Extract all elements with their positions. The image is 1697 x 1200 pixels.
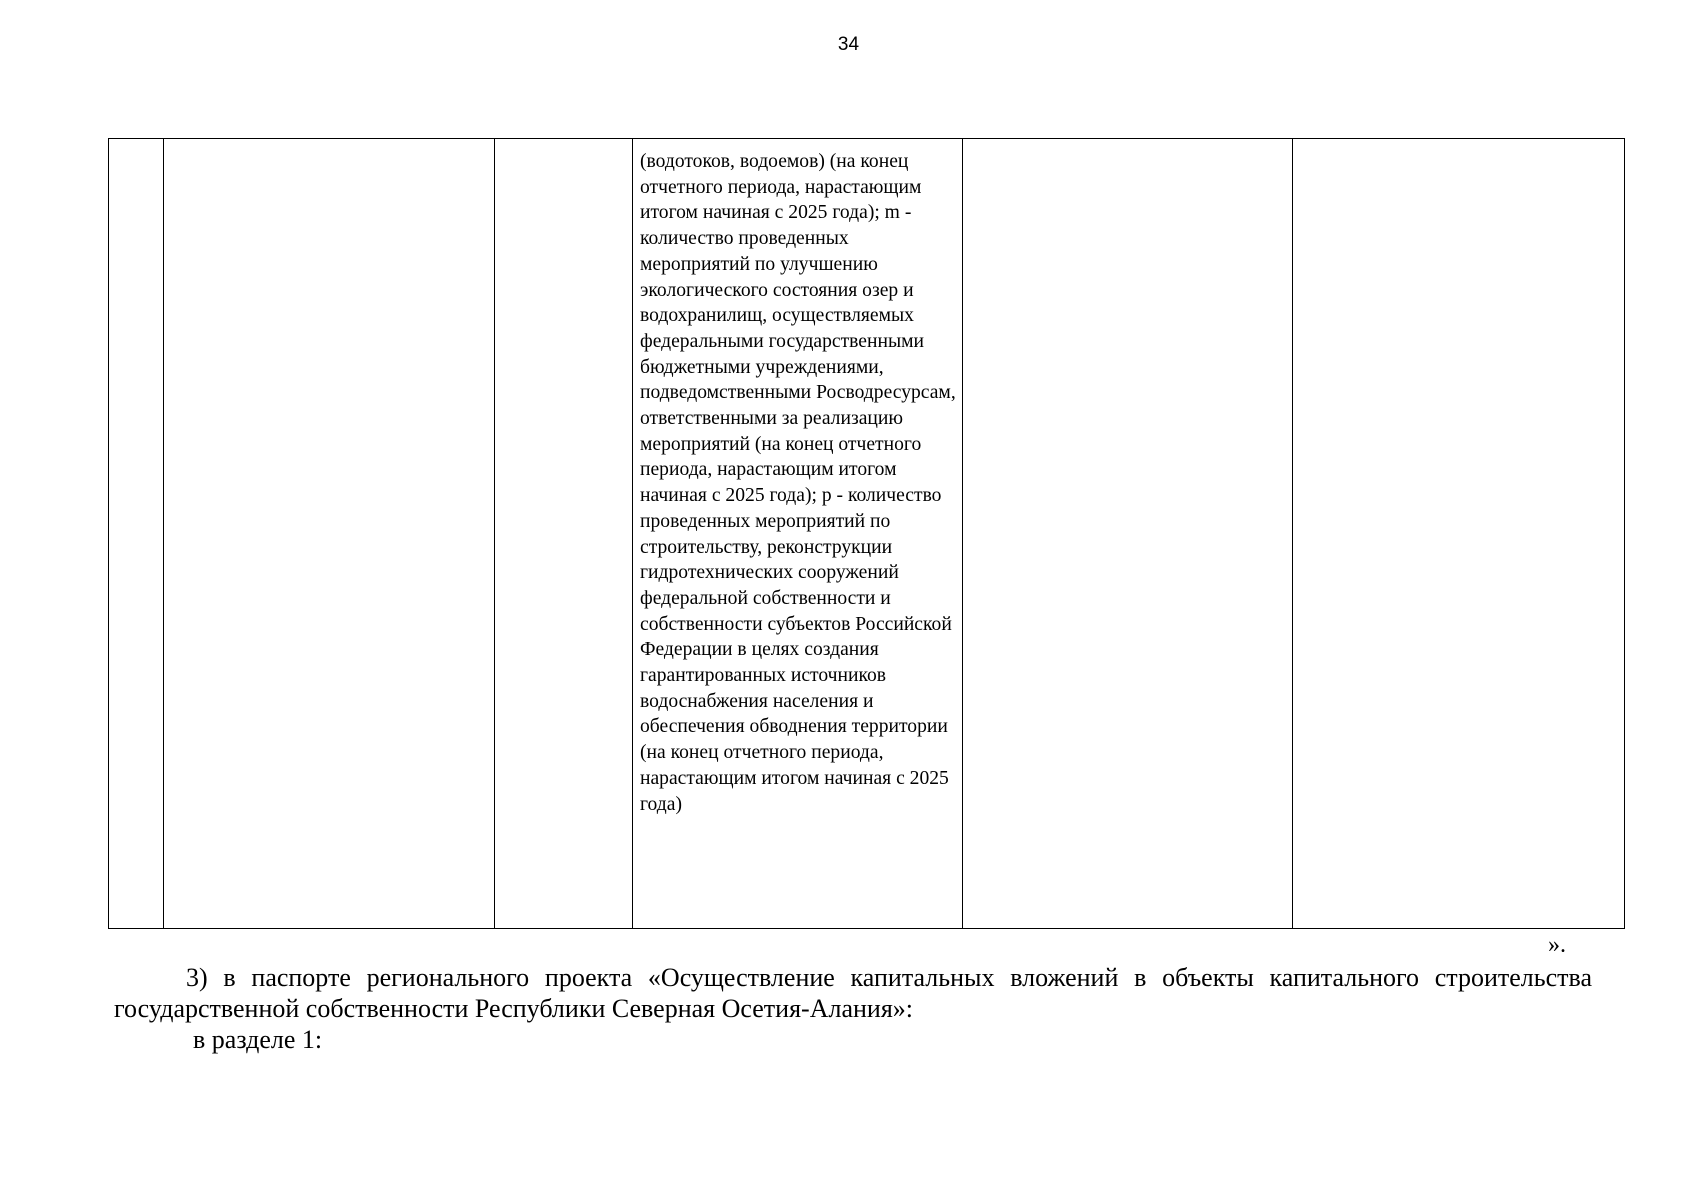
table-cell-number (109, 139, 164, 929)
table-cell-unit (495, 139, 633, 929)
page-number: 34 (837, 34, 860, 55)
indicator-table (108, 138, 1625, 929)
table-cell-name (164, 139, 495, 929)
table-row (109, 139, 1625, 929)
table-cell-calculation-method: (водотоков, водоемов) (на конец отчетного периода, нарастающим итогом начиная с 2025 года); m - количество проведенных мероприятий по улучшению экологического состояния озер и водохранилищ, осуществляемых федеральными государственными бюджетными учреждениями, подведомственными Росводресурсам, ответственными за реализацию мероприятий (на конец отчетного периода, нарастающим итогом начиная с 2025 года); p - количество проведенных мероприятий по строительству, реконструкции гидротехнических сооружений федеральной собственности и собственности субъектов Российской Федерации в целях создания гарантированных источников водоснабжения населения и обеспечения обводнения территории (на конец отчетного периода, нарастающим итогом начиная с 2025 года) (633, 139, 963, 929)
paragraph-section-ref: в разделе 1: (193, 1025, 323, 1054)
closing-quote: ». (1548, 932, 1566, 958)
paragraph-item-3: 3) в паспорте регионального проекта «Осуществление капитальных вложений в объекты капитального строительства государственной собственности Республики Северная Осетия-Алания»: (114, 963, 1592, 1023)
table-cell-responsible (1293, 139, 1625, 929)
table-cell-source (963, 139, 1293, 929)
